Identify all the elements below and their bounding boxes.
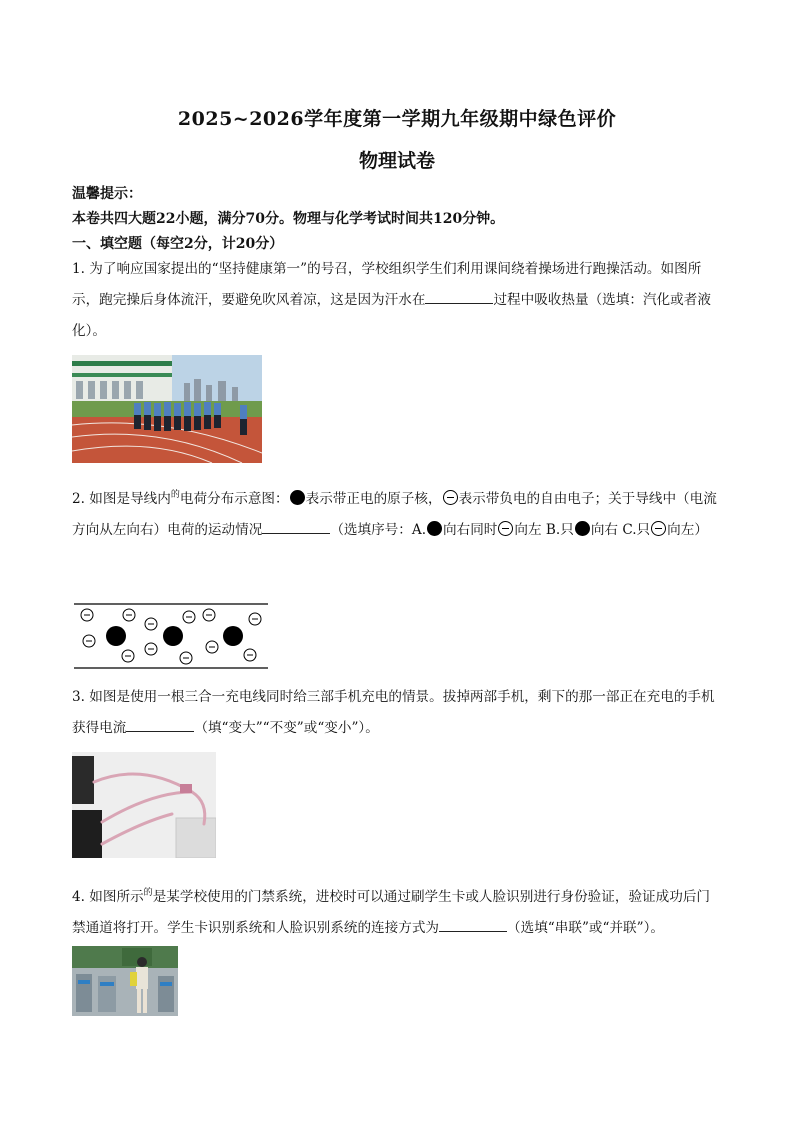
- question-4-text-b: 是某学校使用的门禁系统，进校时可以通过刷学生卡或人脸识别进行身份验证，验证成功后门禁通道将打开。学生卡识别系统和人脸识别系统的连接方式为: [72, 889, 711, 936]
- question-2-text-f: 向右同时: [443, 522, 498, 538]
- notice-text: 本卷共四大题22小题，满分70分。物理与化学考试时间共120分钟。: [72, 211, 505, 227]
- question-4-superscript: 的: [143, 888, 153, 898]
- answer-blank-1[interactable]: [425, 291, 493, 304]
- question-2-text-b: 电荷分布示意图：: [179, 491, 289, 507]
- positive-nucleus-icon: [427, 521, 442, 536]
- electron-icon: [443, 490, 458, 505]
- wire-charge-diagram: [72, 600, 272, 672]
- answer-blank-2[interactable]: [262, 521, 330, 534]
- question-2-superscript: 的: [170, 490, 180, 500]
- notice-label: 温馨提示：: [72, 186, 142, 202]
- answer-blank-4[interactable]: [439, 919, 507, 932]
- question-1: [72, 254, 722, 347]
- school-gate-photo: [72, 946, 178, 1016]
- running-track-photo: [72, 355, 262, 463]
- question-1-text-a: 1. 为了响应国家提出的“坚持健康第一”的号召，学校组织学生们利用课间绕着操场进行跑操活动。如图所示，跑完操后身体流汗，要避免吹风着凉，这是因为汗水在: [72, 261, 702, 308]
- electron-icon: [651, 521, 666, 536]
- positive-nucleus-icon: [575, 521, 590, 536]
- section-heading: 一、填空题（每空2分，计20分）: [72, 236, 284, 252]
- positive-nucleus-icon: [290, 490, 305, 505]
- question-4-text-a: 4. 如图所示: [72, 889, 144, 905]
- question-2-text-i: 向左）: [667, 522, 708, 538]
- question-2-text-e: （选填序号：A.: [330, 522, 427, 538]
- question-2-text-a: 2. 如图是导线内: [72, 491, 171, 507]
- question-1-text-b: 过程中吸收热量（选填：汽化或者液化）。: [72, 292, 711, 339]
- three-in-one-charger-photo: [72, 752, 216, 858]
- question-2-text-c: 表示带正电的原子核，: [305, 491, 442, 507]
- exam-title: 2025~2026学年度第一学期九年级期中绿色评价: [177, 108, 617, 130]
- question-2-text-d: 表示带负电的自由电子；关于导线中（电流方向从左向右）电荷的运动情况: [72, 491, 717, 538]
- question-2: [72, 480, 722, 546]
- question-2-text-h: 向右 C.只: [590, 522, 651, 538]
- question-2-text-g: 向左 B.只: [514, 522, 574, 538]
- answer-blank-3[interactable]: [126, 719, 194, 732]
- question-3-text-b: （填“变大”“不变”或“变小”）。: [194, 720, 379, 736]
- question-4: [72, 878, 722, 944]
- exam-subtitle: 物理试卷: [358, 150, 435, 172]
- question-4-text-c: （选填“串联”或“并联”）。: [507, 920, 664, 936]
- question-3-text-a: 3. 如图是使用一根三合一充电线同时给三部手机充电的情景。拔掉两部手机，剩下的那一部正在充电的手机获得电流: [72, 689, 715, 736]
- electron-icon: [498, 521, 513, 536]
- question-3: [72, 682, 722, 744]
